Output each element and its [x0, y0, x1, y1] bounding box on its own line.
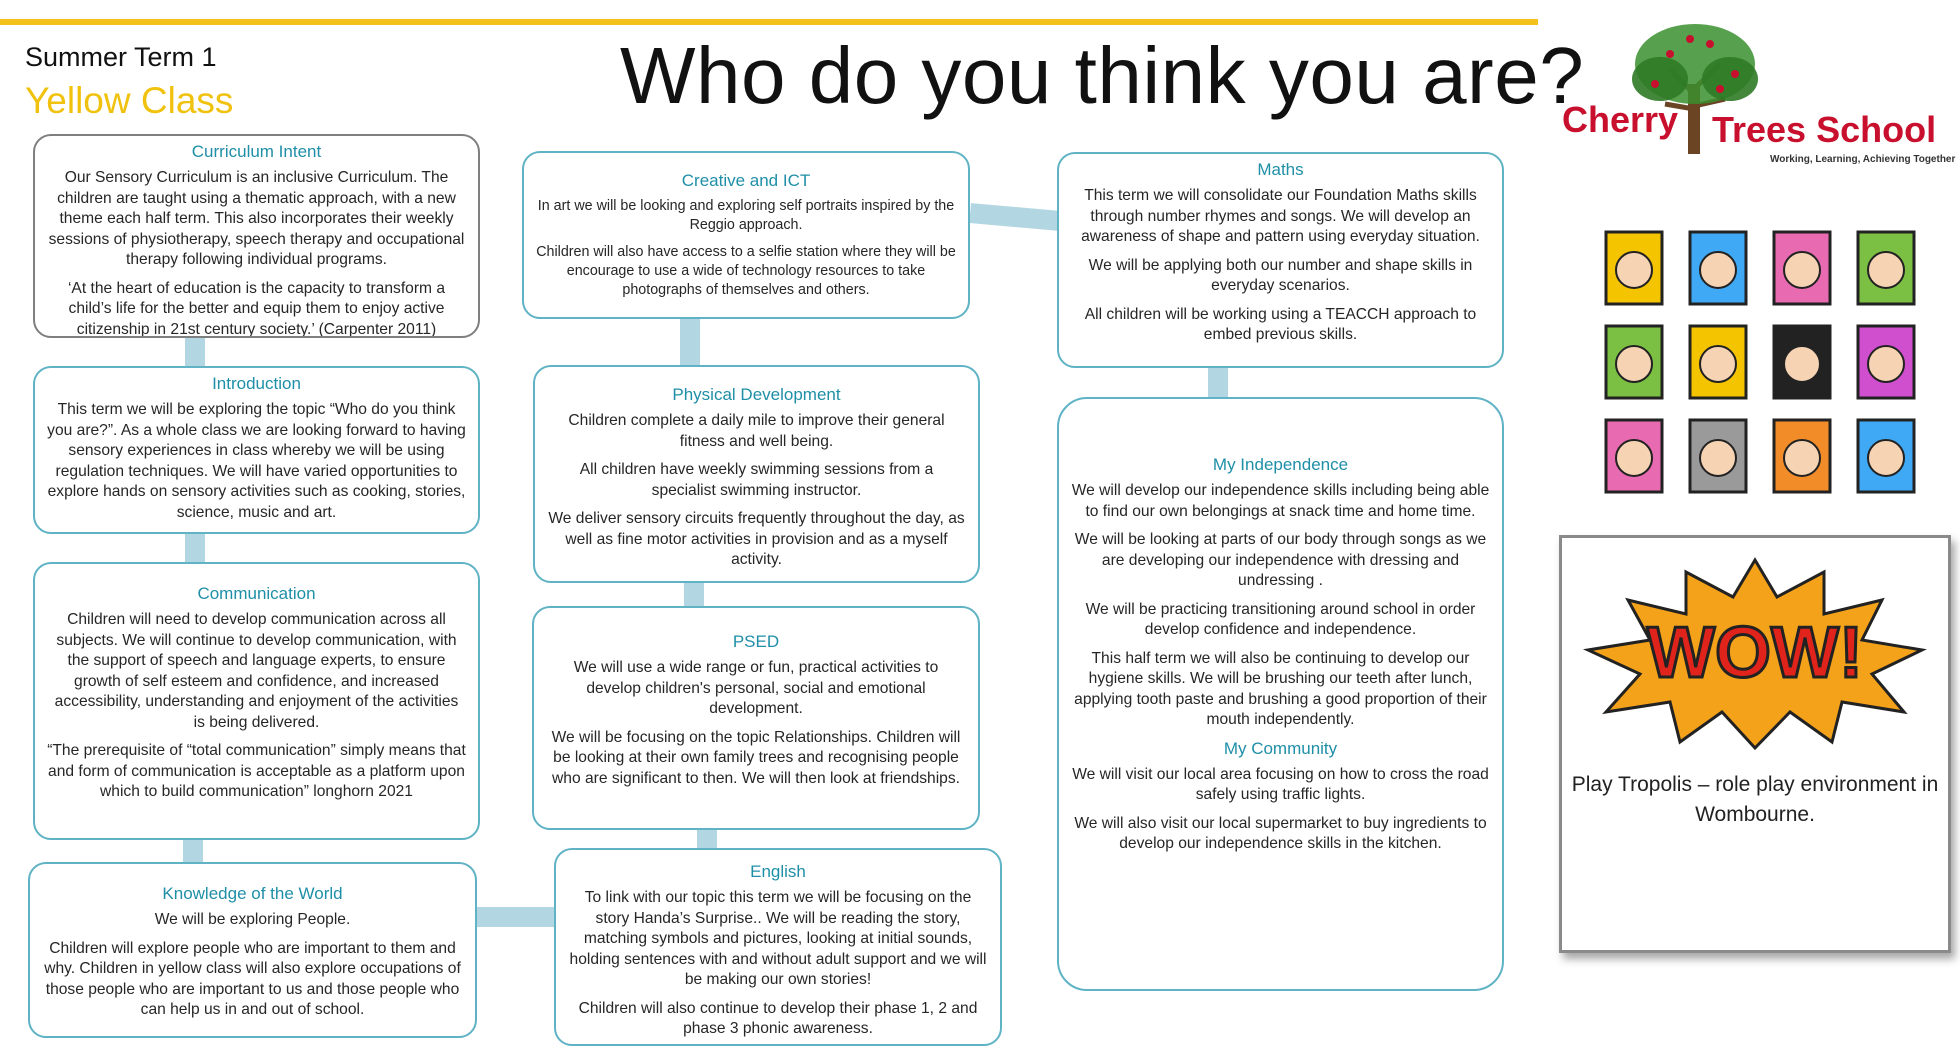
physical-heading: Physical Development — [672, 385, 841, 404]
curriculum-intent-box — [33, 134, 480, 338]
introduction-text: This term we will be exploring the topic “Who do you think you are?”. As a whole class we are looking forward to having sensory experiences in class whereby we will be using regulation techniques. We will have varied opportunities to explore hands on sensory activities such as cooking, stories, science, music and art. — [47, 401, 466, 521]
physical-text-3: We deliver sensory circuits frequently throughout the day, as well as fine motor activities in provision and as a myself activity. — [548, 510, 965, 568]
self-portraits-image — [1600, 222, 1944, 502]
knowledge-text-1: We will be exploring People. — [154, 911, 351, 928]
communication-text: Children will need to develop communication across all subjects. We will continue to develop communication, with the support of speech and language experts, to ensure growth of self esteem and confidence, and increased accessibility, understanding and enjoyment of the activities is being delivered. — [54, 611, 459, 731]
connector — [1208, 366, 1228, 398]
communication-box — [33, 562, 480, 840]
connector — [697, 828, 717, 850]
physical-text-1: Children complete a daily mile to improve their general fitness and well being. — [568, 412, 945, 450]
introduction-box — [33, 366, 480, 534]
independence-text-3: We will be practicing transitioning around school in order develop confidence and independence. — [1085, 600, 1476, 638]
english-heading: English — [750, 862, 806, 881]
header-accent-line — [0, 19, 1538, 25]
curriculum-intent-quote: ‘At the heart of education is the capacity to transform a child’s life for the better and equip them to enjoy active citizenship in 21st century society.’ (Carpenter 2011) — [67, 279, 446, 338]
svg-text:Trees School: Trees School — [1712, 109, 1937, 150]
school-logo — [1560, 14, 1960, 174]
connector — [684, 582, 704, 608]
connector — [185, 335, 205, 367]
communication-heading: Communication — [197, 584, 316, 603]
svg-text:Cherry: Cherry — [1562, 99, 1679, 140]
introduction-heading: Introduction — [212, 374, 301, 393]
curriculum-intent-text: Our Sensory Curriculum is an inclusive Curriculum. The children are taught using a thematic approach, with a new theme each half term. This also incorporates their weekly sessions of physiotherapy, speech therapy and occupational therapy following individual programs. — [48, 169, 465, 268]
independence-text-1: We will develop our independence skills including being able to find our own belongings at snack time and home time. — [1071, 482, 1490, 520]
wow-caption: Play Tropolis – role play environment in Wombourne. — [1571, 773, 1939, 826]
wow-card — [1559, 535, 1951, 953]
psed-text-1: We will use a wide range or fun, practical activities to develop children's personal, social and emotional development. — [573, 659, 939, 717]
independence-heading: My Independence — [1212, 455, 1349, 474]
term-label: Summer Term 1 — [25, 42, 217, 72]
wow-word: WOW! — [1647, 613, 1863, 693]
knowledge-text-2: Children will explore people who are important to them and why. Children in yellow class will also explore occupations of those people who are important to us and those people who can help us in and out of school. — [44, 939, 461, 1018]
maths-text-1: This term we will consolidate our Foundation Maths skills through number rhymes and songs. We will develop an awareness of shape and pattern using everyday situation. — [1081, 187, 1480, 245]
connector — [680, 318, 700, 366]
connector — [185, 533, 205, 563]
creative-heading: Creative and ICT — [681, 171, 811, 190]
independence-text-4: This half term we will also be continuing to develop our hygiene skills. We will be brushing our teeth after lunch, applying tooth paste and brushing a good proportion of their mouth independently. — [1074, 649, 1487, 728]
connector — [969, 203, 1060, 231]
knowledge-heading: Knowledge of the World — [162, 884, 343, 903]
independence-box — [1057, 397, 1504, 991]
psed-box — [532, 606, 980, 830]
cherry-tree-logo-icon — [1560, 14, 1960, 174]
physical-text-2: All children have weekly swimming sessions from a specialist swimming instructor. — [579, 461, 934, 499]
physical-development-box — [533, 365, 980, 583]
connector — [183, 838, 203, 864]
independence-text-2: We will be looking at parts of our body through songs as we are developing our independence with dressing and undressing . — [1074, 531, 1487, 589]
english-text-2: Children will also continue to develop their phase 1, 2 and phase 3 phonic awareness. — [578, 999, 978, 1037]
english-text-1: To link with our topic this term we will be focusing on the story Handa’s Surprise.. We will be reading the story, matching symbols and pictures, looking at initial sounds, holding sentences with and without adult support and we will be making our own stories! — [569, 889, 987, 988]
curriculum-intent-heading: Curriculum Intent — [191, 142, 322, 161]
maths-heading: Maths — [1257, 160, 1304, 179]
communication-quote: “The prerequisite of “total communication” simply means that and form of communication is acceptable as a platform upon which to build communication” longhorn 2021 — [47, 742, 466, 800]
community-text-1: We will visit our local area focusing on how to cross the road safely using traffic lights. — [1072, 765, 1489, 803]
maths-box — [1057, 152, 1504, 368]
community-heading: My Community — [1223, 738, 1338, 758]
maths-text-2: We will be applying both our number and shape skills in everyday scenarios. — [1088, 256, 1473, 294]
creative-text-1: In art we will be looking and exploring self portraits inspired by the Reggio approach. — [537, 198, 955, 233]
knowledge-of-world-box — [28, 862, 477, 1038]
svg-text:Working, Learning, Achieving T: Working, Learning, Achieving Together — [1770, 154, 1956, 165]
class-name: Yellow Class — [25, 80, 234, 121]
wow-burst-icon — [1562, 552, 1948, 752]
psed-heading: PSED — [732, 632, 780, 651]
english-box — [554, 848, 1002, 1046]
portraits-icon — [1600, 222, 1944, 502]
maths-text-3: All children will be working using a TEACCH approach to embed previous skills. — [1084, 305, 1477, 343]
page-title: Who do you think you are? — [620, 31, 1585, 120]
creative-text-2: Children will also have access to a selfie station where they will be encourage to use a wide of technology resources to take photographs of themselves and others. — [536, 244, 956, 298]
psed-text-2: We will be focusing on the topic Relationships. Children will be looking at their own family trees and recognising people who are significant to then. We will then look at friendships. — [551, 728, 961, 787]
community-text-2: We will also visit our local supermarket to buy ingredients to develop our independence skills in the kitchen. — [1074, 814, 1487, 852]
creative-ict-box — [522, 151, 970, 319]
connector — [476, 907, 556, 927]
